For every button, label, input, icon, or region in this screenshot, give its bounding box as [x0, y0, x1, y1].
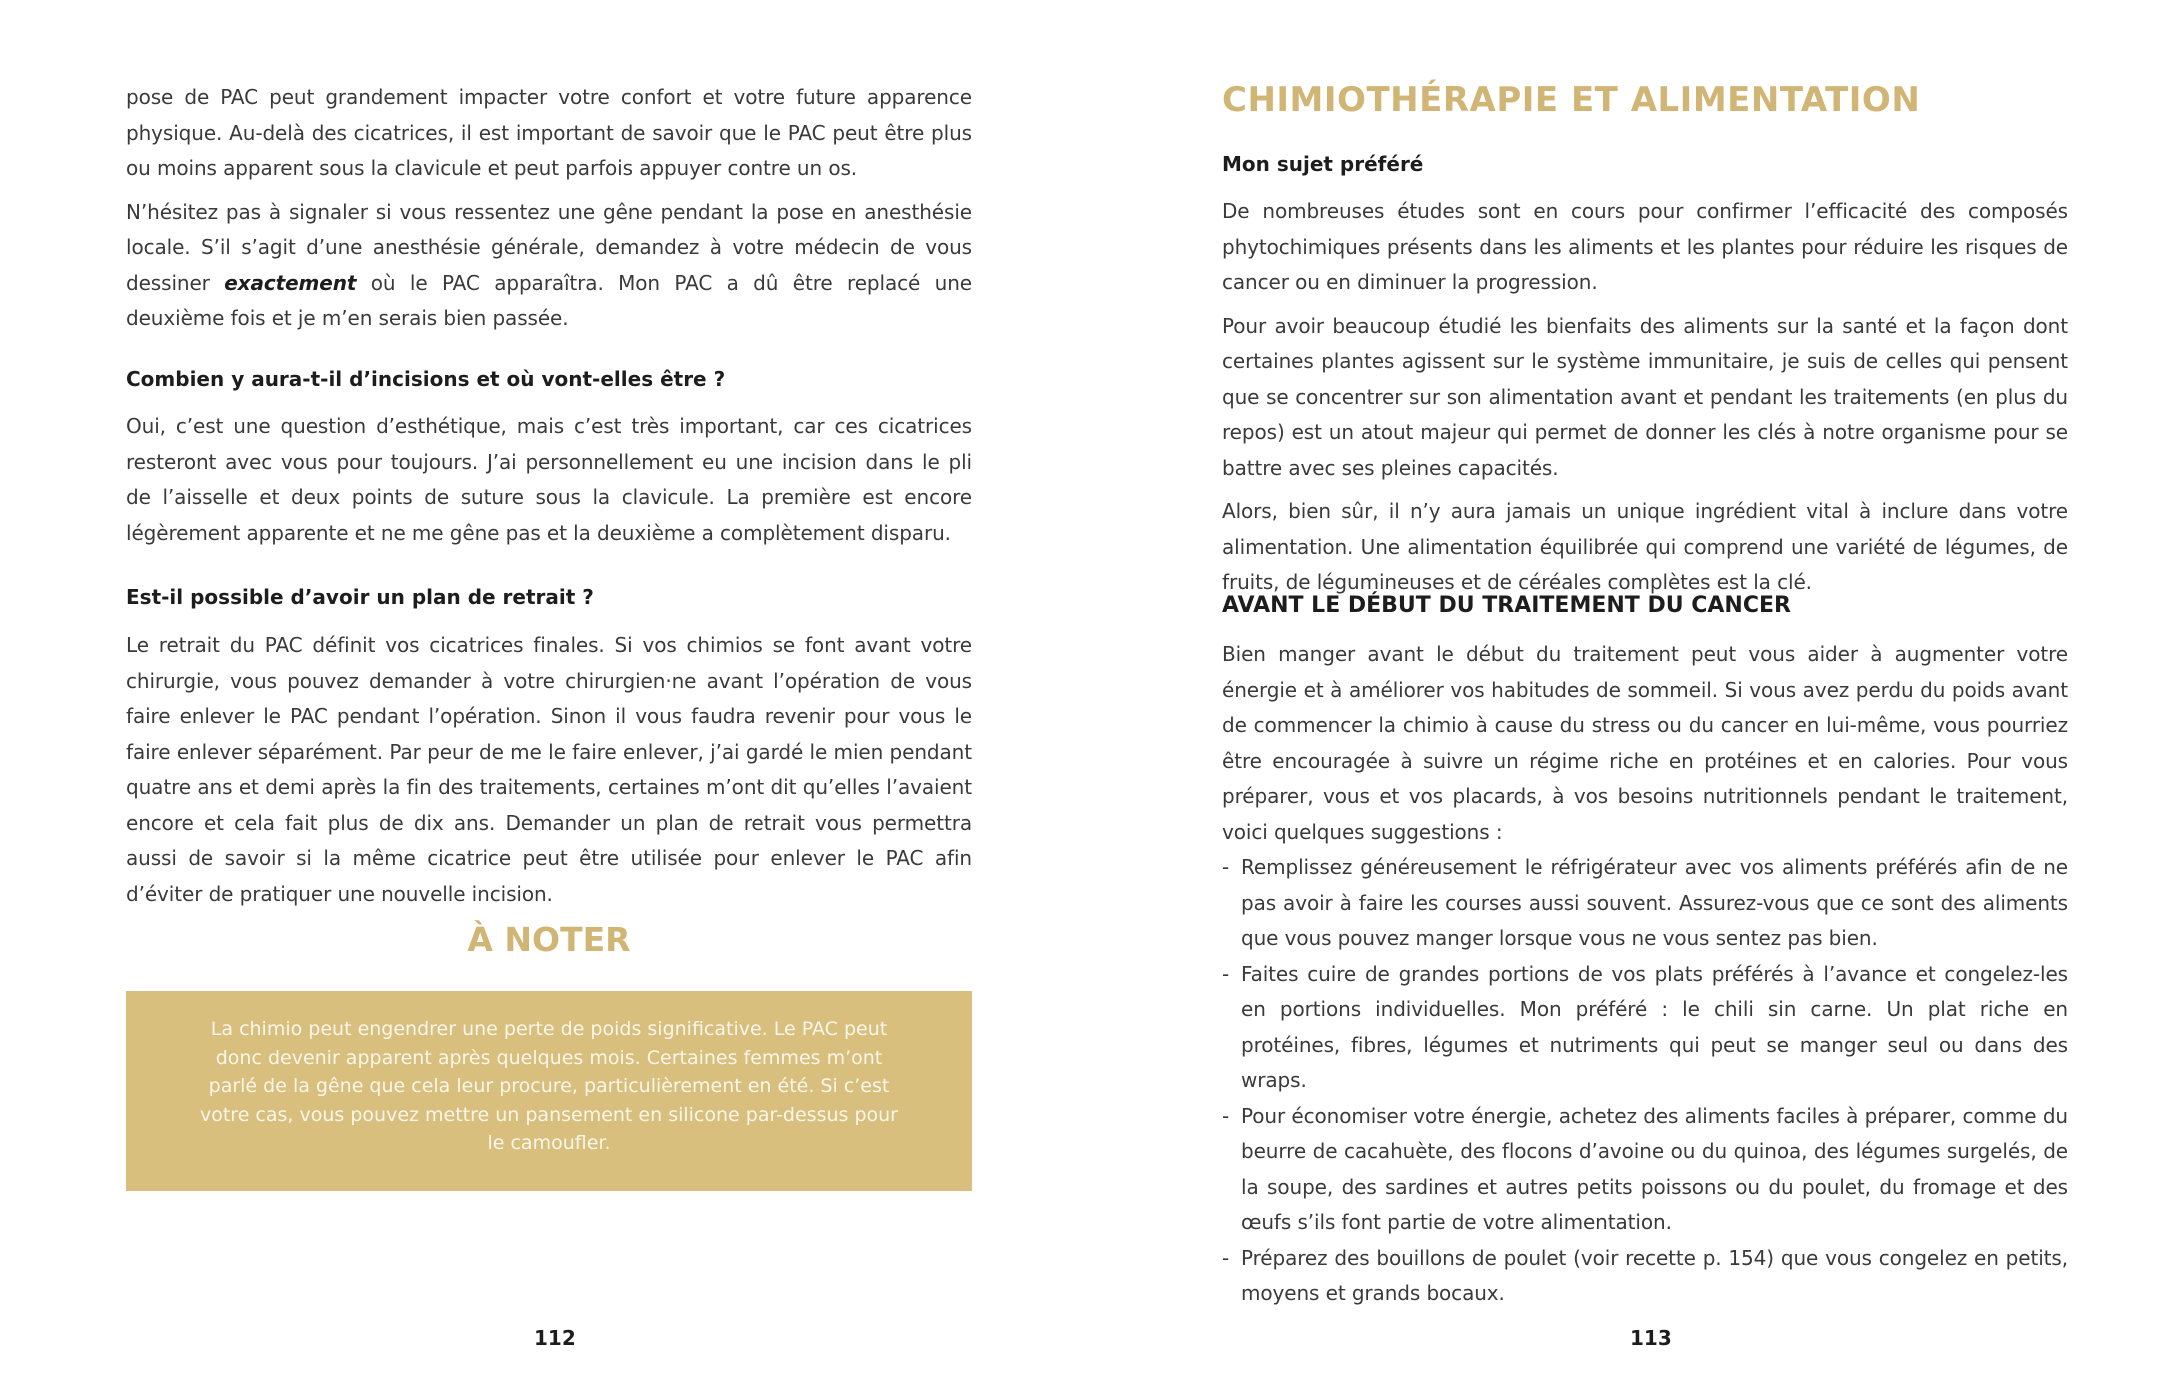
- subtitle: Mon sujet préféré: [1222, 152, 1424, 176]
- right-page: [1222, 0, 2068, 1400]
- emphasis-text: exactement: [224, 270, 357, 295]
- list-item: [1222, 1099, 2068, 1241]
- list-item-text: Pour économiser votre énergie, achetez des aliments faciles à préparer, comme du beurre de cacahuète, des flocons d’avoine ou du quinoa, des légumes surgelés, de la soupe, des sardines et autres petits poissons ou du poulet, du fromage et des œufs s’ils font partie de votre alimentation.: [1241, 1103, 2068, 1234]
- list-item: [1222, 850, 2068, 957]
- question-heading: Est-il possible d’avoir un plan de retrait ?: [126, 585, 594, 609]
- note-text: La chimio peut engendrer une perte de poids significative. Le PAC peut donc devenir apparent après quelques mois. Certaines femmes m’ont parlé de la gêne que cela leur procure, particulièrement en été. Si c’est votre cas, vous pouvez mettre un pansement en silicone par-dessus pour le camoufler.: [199, 1018, 898, 1154]
- right-section-column: [1222, 637, 2068, 1312]
- list-item-text: Remplissez généreusement le réfrigérateur avec vos aliments préférés afin de ne pas avoir à faire les courses aussi souvent. Assurez-vous que ce sont des aliments que vous pouvez manger lorsque vous ne vous sentez pas bien.: [1241, 855, 2068, 950]
- paragraph-text: où le PAC apparaîtra. Mon PAC a dû être replacé une deuxième fois et je m’en serais bien passée.: [126, 270, 972, 330]
- list-item-text: Préparez des bouillons de poulet (voir recette p. 154) que vous congelez en petits, moyens et grands bocaux.: [1241, 1245, 2068, 1305]
- section-heading: AVANT LE DÉBUT DU TRAITEMENT DU CANCER: [1222, 593, 1791, 618]
- chapter-title: CHIMIOTHÉRAPIE ET ALIMENTATION: [1222, 80, 1921, 120]
- bullet-dash: -: [1222, 961, 1230, 986]
- bullet-dash: -: [1222, 1103, 1230, 1128]
- list-item: [1222, 1241, 2068, 1312]
- paragraph: Pour avoir beaucoup étudié les bienfaits des aliments sur la santé et la façon dont certaines plantes agissent sur le système immunitaire, je suis de celles qui pensent que se concentrer sur son alimentation avant et pendant les traitements (en plus du repos) est un atout majeur qui permet de donner les clés à notre organisme pour se battre avec ses pleines capacités.: [1222, 313, 2068, 480]
- paragraph: Le retrait du PAC définit vos cicatrices finales. Si vos chimios se font avant votre chirurgie, vous pouvez demander à votre chirurgien·ne avant l’opération de vous faire enlever le PAC pendant l’opération. Sinon il vous faudra revenir pour vous le faire enlever séparément. Par peur de me le faire enlever, j’ai gardé le mien pendant quatre ans et demi après la fin des traitements, certaines m’ont dit qu’elles l’avaient encore et cela fait plus de dix ans. Demander un plan de retrait vous permettra aussi de savoir si la même cicatrice peut être utilisée pour enlever le PAC afin d’éviter de pratiquer une nouvelle incision.: [126, 633, 972, 906]
- list-item-text: Faites cuire de grandes portions de vos plats préférés à l’avance et congelez-les en portions individuelles. Mon préféré : le chili sin carne. Un plat riche en protéines, fibres, légumes et nutriments qui peut se manger seul ou dans des wraps.: [1241, 961, 2068, 1092]
- page-number: 112: [534, 1326, 576, 1350]
- page-number: 113: [1630, 1326, 1672, 1350]
- left-text-column: [126, 80, 972, 345]
- paragraph-text: N’hésitez pas à signaler si vous ressentez une gêne pendant la pose en anesthésie locale. S’il s’agit d’une anesthésie générale, demandez à votre médecin de vous dessiner: [126, 199, 972, 295]
- bullet-dash: -: [1222, 1245, 1230, 1270]
- paragraph: Bien manger avant le début du traitement peut vous aider à augmenter votre énergie et à améliorer vos habitudes de sommeil. Si vous avez perdu du poids avant de commencer la chimio à cause du stress ou du cancer en lui-même, vous pourriez être encouragée à suivre un régime riche en protéines et en calories. Pour vous préparer, vous et vos placards, à vos besoins nutritionnels pendant le traitement, voici quelques suggestions :: [1222, 642, 2068, 844]
- suggestion-list: [1222, 850, 2068, 1312]
- right-intro-column: [1222, 194, 2068, 609]
- paragraph: Oui, c’est une question d’esthétique, mais c’est très important, car ces cicatrices resteront avec vous pour toujours. J’ai personnellement eu une incision dans le pli de l’aisselle et deux points de suture sous la clavicule. La première est encore légèrement apparente et ne me gêne pas et la deuxième a complètement disparu.: [126, 414, 972, 545]
- note-box: [126, 991, 972, 1191]
- question-heading: Combien y aura-t-il d’incisions et où vont-elles être ?: [126, 367, 726, 391]
- paragraph: [126, 195, 972, 337]
- bullet-dash: -: [1222, 855, 1230, 879]
- list-item: [1222, 957, 2068, 1099]
- paragraph: De nombreuses études sont en cours pour confirmer l’efficacité des composés phytochimiques présents dans les aliments et les plantes pour réduire les risques de cancer ou en diminuer la progression.: [1222, 199, 2068, 294]
- paragraph: pose de PAC peut grandement impacter votre confort et votre future apparence physique. Au-delà des cicatrices, il est important de savoir que le PAC peut être plus ou moins apparent sous la clavicule et peut parfois appuyer contre un os.: [126, 85, 972, 180]
- left-page: [126, 0, 972, 1400]
- note-heading: À NOTER: [467, 920, 631, 959]
- paragraph: Alors, bien sûr, il n’y aura jamais un unique ingrédient vital à inclure dans votre alimentation. Une alimentation équilibrée qui comprend une variété de légumes, de fruits, de légumineuses et de céréales complètes est la clé.: [1222, 499, 2068, 594]
